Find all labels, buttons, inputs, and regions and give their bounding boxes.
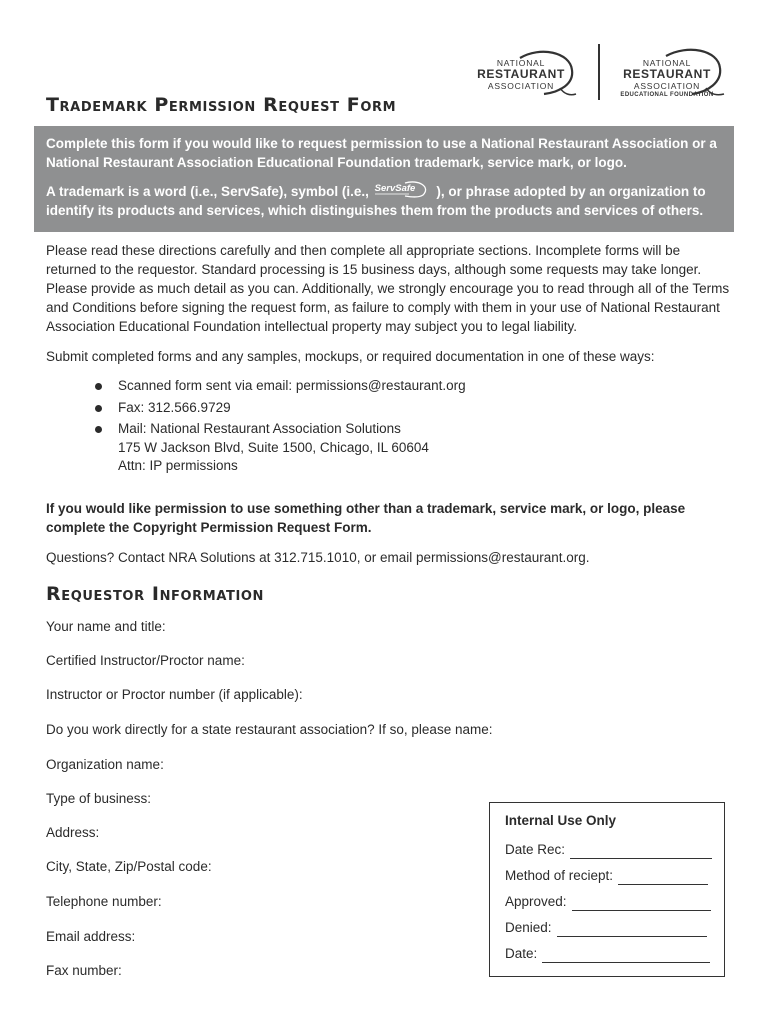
servsafe-logo-mark — [375, 181, 431, 199]
date-label: Date: — [505, 946, 538, 961]
internal-use-title: Internal Use Only — [505, 813, 617, 828]
nra-logo-line1: NATIONAL — [496, 58, 546, 68]
email-label: Email address: — [46, 929, 136, 944]
banner-paragraph-2-start: A trademark is a word (i.e., ServSafe), symbol (i.e., — [46, 184, 369, 199]
banner-paragraph-1: Complete this form if you would like to request permission to use a National Restaurant Association or a National Restaurant Association Educational Foundation trademark, service mark, or logo. — [46, 136, 717, 170]
intro-banner — [34, 126, 734, 232]
denied-row — [505, 919, 707, 937]
banner-paragraph-2 — [46, 181, 722, 220]
organization-label: Organization name: — [46, 757, 164, 772]
requestor-heading: Requestor Information — [46, 583, 265, 605]
fax-label: Fax number: — [46, 963, 122, 978]
date-line — [542, 948, 710, 963]
date-row — [505, 945, 710, 963]
city-state-zip-label: City, State, Zip/Postal code: — [46, 859, 212, 874]
submit-intro: Submit completed forms and any samples, mockups, or required documentation in one of these ways: — [46, 349, 655, 364]
method-row — [505, 867, 708, 885]
fax-method-text: Fax: 312.566.9729 — [118, 399, 231, 415]
approved-label: Approved: — [505, 894, 567, 909]
instructor-number-label: Instructor or Proctor number (if applicable): — [46, 687, 303, 702]
name-title-label: Your name and title: — [46, 619, 166, 634]
nraef-logo-line2: RESTAURANT — [623, 67, 711, 81]
date-rec-label: Date Rec: — [505, 842, 566, 857]
instructor-name-label: Certified Instructor/Proctor name: — [46, 653, 245, 668]
nraef-logo-line1: NATIONAL — [642, 58, 692, 68]
date-rec-row — [505, 841, 712, 859]
mail-line-3: Attn: IP permissions — [118, 458, 238, 473]
nra-swoosh-icon — [500, 48, 580, 100]
questions-contact: Questions? Contact NRA Solutions at 312.715.1010, or email permissions@restaurant.org. — [46, 550, 590, 565]
banner-paragraph-2-end: ), or phrase adopted by an organization to identify its products and services, which distinguishes them from the products and services of others. — [46, 184, 706, 218]
nra-logo-line2: RESTAURANT — [477, 67, 565, 81]
denied-label: Denied: — [505, 920, 552, 935]
submit-methods-list — [95, 377, 466, 476]
nra-logo-line3: ASSOCIATION — [487, 81, 555, 91]
method-line — [618, 870, 708, 885]
servsafe-logo-text: ServSafe — [374, 183, 416, 194]
email-method-text: Scanned form sent via email: permissions@restaurant.org — [118, 378, 466, 393]
date-rec-line — [570, 844, 712, 859]
servsafe-swoosh-icon — [375, 181, 431, 199]
approved-row — [505, 893, 711, 911]
mail-line-1: Mail: National Restaurant Association Solutions — [118, 421, 401, 436]
denied-line — [557, 922, 707, 937]
list-item-fax — [95, 399, 466, 418]
list-item-mail — [95, 420, 466, 476]
nraef-logo-line3: ASSOCIATION — [633, 81, 701, 91]
address-label: Address: — [46, 825, 100, 840]
nraef-logo-line4: EDUCATIONAL FOUNDATION — [620, 92, 714, 98]
copyright-note: If you would like permission to use something other than a trademark, service mark, or logo, please complete the Copyright Permission Request Form. — [46, 501, 686, 535]
business-type-label: Type of business: — [46, 791, 152, 806]
telephone-label: Telephone number: — [46, 894, 162, 909]
page-title: Trademark Permission Request Form — [46, 94, 397, 116]
list-item-email — [95, 377, 466, 396]
logo-divider — [598, 44, 600, 100]
directions-paragraph: Please read these directions carefully and then complete all appropriate sections. Incomplete forms will be returned to the requestor. Standard processing is 15 business days, although some requests may take longer. Please provide as much detail as you can. Additionally, we strongly encourage you to read through all of the Terms and Conditions before signing the request form, as failure to comply with them in your use of National Restaurant Association Educational Foundation intellectual property may subject you to legal liability. — [46, 243, 730, 334]
internal-use-box — [489, 802, 725, 977]
method-label: Method of reciept: — [505, 868, 614, 883]
nraef-swoosh-icon — [648, 46, 728, 100]
state-association-label: Do you work directly for a state restaurant association? If so, please name: — [46, 722, 493, 737]
mail-line-2: 175 W Jackson Blvd, Suite 1500, Chicago, IL 60604 — [118, 439, 429, 455]
approved-line — [572, 896, 711, 911]
